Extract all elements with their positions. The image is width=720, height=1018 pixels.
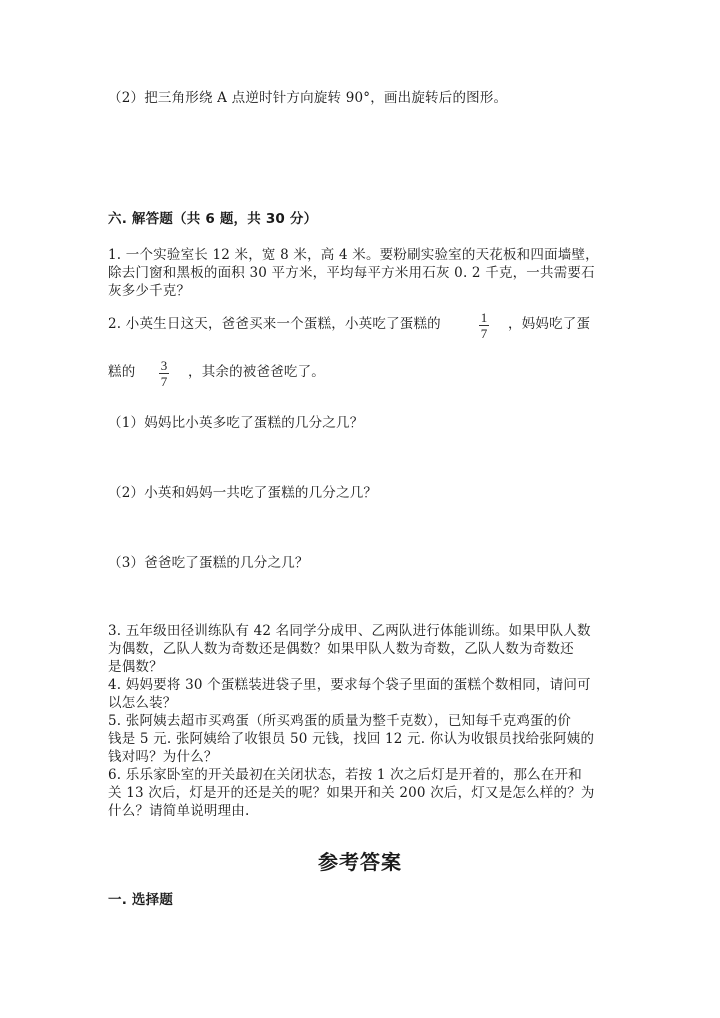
question-line: 5. 张阿姨去超市买鸡蛋（所买鸡蛋的质量为整千克数），已知每千克鸡蛋的价 bbox=[108, 713, 572, 729]
question-line: 灰多少千克？ bbox=[108, 283, 191, 299]
question-line: 钱对吗？为什么？ bbox=[108, 749, 218, 765]
fraction-numerator: 1 bbox=[480, 310, 488, 325]
answer-section-heading: 一. 选择题 bbox=[108, 892, 174, 908]
fraction-three-sevenths bbox=[159, 359, 169, 388]
answer-key-title: 参考答案 bbox=[318, 850, 402, 874]
fraction-one-seventh bbox=[479, 311, 489, 340]
question-2-line-2: 糕的 bbox=[108, 364, 136, 380]
question-line: 以怎么装？ bbox=[108, 695, 177, 711]
question-part-2: （2）把三角形绕 A 点逆时针方向旋转 90°，画出旋转后的图形。 bbox=[108, 90, 508, 106]
question-line: 3. 五年级田径训练队有 42 名同学分成甲、乙两队进行体能训练。如果甲队人数 bbox=[108, 623, 591, 639]
questions-3-to-6 bbox=[108, 622, 595, 820]
question-line: 1. 一个实验室长 12 米，宽 8 米，高 4 米。要粉刷实验室的天花板和四面墙壁， bbox=[108, 247, 599, 263]
question-2-line-1: 2. 小英生日这天，爸爸买来一个蛋糕，小英吃了蛋糕的 bbox=[108, 316, 441, 332]
question-line: 4. 妈妈要将 30 个蛋糕装进袋子里，要求每个袋子里面的蛋糕个数相同，请问可 bbox=[108, 677, 591, 693]
fraction-denominator: 7 bbox=[160, 374, 168, 389]
fraction-denominator: 7 bbox=[480, 326, 488, 341]
question-1 bbox=[108, 246, 599, 300]
question-line: 是偶数？ bbox=[108, 659, 163, 675]
question-line: 除去门窗和黑板的面积 30 平方米，平均每平方米用石灰 0. 2 千克，一共需要石 bbox=[108, 265, 595, 281]
question-2-sub-1: （1）妈妈比小英多吃了蛋糕的几分之几？ bbox=[108, 415, 364, 431]
question-2-sub-2: （2）小英和妈妈一共吃了蛋糕的几分之几？ bbox=[108, 485, 378, 501]
section-heading: 六. 解答题（共 6 题，共 30 分） bbox=[108, 211, 318, 227]
question-2-line-2-end: ，其余的被爸爸吃了。 bbox=[188, 364, 325, 380]
question-2-sub-3: （3）爸爸吃了蛋糕的几分之几？ bbox=[108, 555, 309, 571]
fraction-numerator: 3 bbox=[160, 358, 168, 373]
question-2-line-1-end: ，妈妈吃了蛋 bbox=[508, 316, 591, 332]
question-line: 6. 乐乐家卧室的开关最初在关闭状态，若按 1 次之后灯是开着的，那么在开和 bbox=[108, 767, 582, 783]
question-line: 钱是 5 元. 张阿姨给了收银员 50 元钱，找回 12 元. 你认为收银员找给张阿姨的 bbox=[108, 731, 595, 747]
question-line: 为偶数，乙队人数为奇数还是偶数？如果甲队人数为奇数，乙队人数为奇数还 bbox=[108, 641, 574, 657]
question-line: 关 13 次后，灯是开的还是关的呢？如果开和关 200 次后，灯又是怎么样的？为 bbox=[108, 785, 595, 801]
question-line: 什么？请简单说明理由. bbox=[108, 803, 250, 819]
